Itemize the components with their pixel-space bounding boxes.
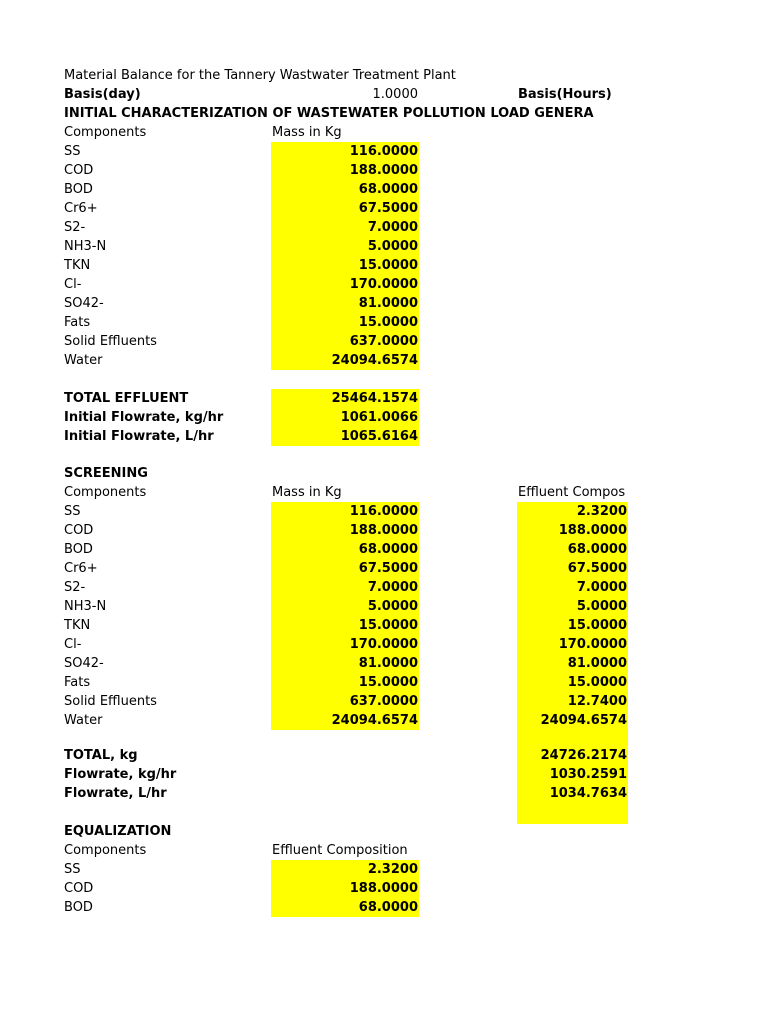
mass-cell[interactable]: 7.0000 (367, 580, 418, 595)
component-name: S2- (64, 580, 86, 595)
mass-cell[interactable]: 7.0000 (367, 220, 418, 235)
effluent-cell[interactable]: 67.5000 (567, 561, 627, 576)
mass-cell[interactable]: 188.0000 (349, 523, 418, 538)
screening-col-effluent: Effluent Compos (518, 485, 626, 500)
component-name: Solid Effluents (64, 334, 157, 349)
total-label: Initial Flowrate, kg/hr (64, 410, 224, 425)
component-name: NH3-N (64, 599, 107, 614)
component-name: Fats (64, 315, 91, 330)
component-name: SO42- (64, 656, 104, 671)
sheet-title: Material Balance for the Tannery Wastwater Treatment Plant (64, 68, 456, 83)
mass-cell[interactable]: 5.0000 (367, 599, 418, 614)
total-value[interactable]: 1030.2591 (549, 767, 627, 782)
component-name: COD (64, 523, 94, 538)
component-name: SS (64, 144, 81, 159)
mass-cell[interactable]: 67.5000 (358, 561, 418, 576)
component-name: SO42- (64, 296, 104, 311)
screening-col-mass: Mass in Kg (272, 485, 342, 500)
mass-cell[interactable]: 170.0000 (349, 637, 418, 652)
effluent-cell[interactable]: 188.0000 (349, 881, 418, 896)
total-label: TOTAL EFFLUENT (64, 391, 189, 406)
effluent-cell[interactable]: 170.0000 (558, 637, 627, 652)
effluent-cell[interactable]: 7.0000 (576, 580, 627, 595)
component-name: BOD (64, 900, 93, 915)
screening-heading: SCREENING (64, 466, 148, 481)
component-name: NH3-N (64, 239, 107, 254)
total-label: Flowrate, L/hr (64, 786, 167, 801)
component-name: Cl- (64, 277, 82, 292)
component-name: Cr6+ (64, 201, 98, 216)
component-name: TKN (64, 618, 91, 633)
mass-cell[interactable]: 15.0000 (358, 675, 418, 690)
equalization-col-effluent: Effluent Composition (272, 843, 408, 858)
effluent-cell[interactable]: 188.0000 (558, 523, 627, 538)
mass-cell[interactable]: 116.0000 (349, 144, 418, 159)
component-name: BOD (64, 182, 93, 197)
initial-col-mass: Mass in Kg (272, 125, 342, 140)
component-name: SS (64, 504, 81, 519)
equalization-col-components: Components (64, 843, 147, 858)
basis-hours-label: Basis(Hours) (518, 87, 612, 102)
component-name: SS (64, 862, 81, 877)
component-name: Solid Effluents (64, 694, 157, 709)
mass-cell[interactable]: 5.0000 (367, 239, 418, 254)
component-name: Fats (64, 675, 91, 690)
total-value[interactable]: 1034.7634 (549, 786, 627, 801)
screening-col-components: Components (64, 485, 147, 500)
mass-cell[interactable]: 637.0000 (349, 334, 418, 349)
effluent-cell[interactable]: 68.0000 (358, 900, 418, 915)
initial-col-components: Components (64, 125, 147, 140)
component-name: Cr6+ (64, 561, 98, 576)
effluent-cell[interactable]: 81.0000 (567, 656, 627, 671)
total-value[interactable]: 1065.6164 (340, 429, 418, 444)
effluent-cell[interactable]: 24094.6574 (540, 713, 627, 728)
mass-cell[interactable]: 81.0000 (358, 656, 418, 671)
component-name: COD (64, 163, 94, 178)
effluent-cell[interactable]: 5.0000 (576, 599, 627, 614)
mass-cell[interactable]: 24094.6574 (331, 353, 418, 368)
total-label: Flowrate, kg/hr (64, 767, 177, 782)
basis-day-label: Basis(day) (64, 87, 141, 102)
mass-cell[interactable]: 15.0000 (358, 315, 418, 330)
equalization-heading: EQUALIZATION (64, 824, 172, 839)
mass-cell[interactable]: 637.0000 (349, 694, 418, 709)
effluent-cell[interactable]: 15.0000 (567, 618, 627, 633)
effluent-cell[interactable]: 15.0000 (567, 675, 627, 690)
mass-cell[interactable]: 15.0000 (358, 618, 418, 633)
component-name: COD (64, 881, 94, 896)
total-value[interactable]: 24726.2174 (540, 748, 627, 763)
mass-cell[interactable]: 24094.6574 (331, 713, 418, 728)
component-name: TKN (64, 258, 91, 273)
effluent-cell[interactable]: 12.7400 (567, 694, 627, 709)
component-name: BOD (64, 542, 93, 557)
mass-cell[interactable]: 188.0000 (349, 163, 418, 178)
total-value[interactable]: 1061.0066 (340, 410, 418, 425)
mass-cell[interactable]: 68.0000 (358, 182, 418, 197)
mass-cell[interactable]: 68.0000 (358, 542, 418, 557)
component-name: Water (64, 713, 103, 728)
mass-cell[interactable]: 15.0000 (358, 258, 418, 273)
mass-cell[interactable]: 81.0000 (358, 296, 418, 311)
mass-cell[interactable]: 170.0000 (349, 277, 418, 292)
component-name: S2- (64, 220, 86, 235)
effluent-cell[interactable]: 2.3200 (576, 504, 627, 519)
basis-day-value[interactable]: 1.0000 (372, 87, 418, 102)
mass-cell[interactable]: 116.0000 (349, 504, 418, 519)
component-name: Cl- (64, 637, 82, 652)
effluent-cell[interactable]: 2.3200 (367, 862, 418, 877)
effluent-cell[interactable]: 68.0000 (567, 542, 627, 557)
component-name: Water (64, 353, 103, 368)
main-heading: INITIAL CHARACTERIZATION OF WASTEWATER POLLUTION LOAD GENERA (64, 106, 594, 121)
total-label: TOTAL, kg (64, 748, 138, 763)
total-value[interactable]: 25464.1574 (331, 391, 418, 406)
total-label: Initial Flowrate, L/hr (64, 429, 214, 444)
mass-cell[interactable]: 67.5000 (358, 201, 418, 216)
